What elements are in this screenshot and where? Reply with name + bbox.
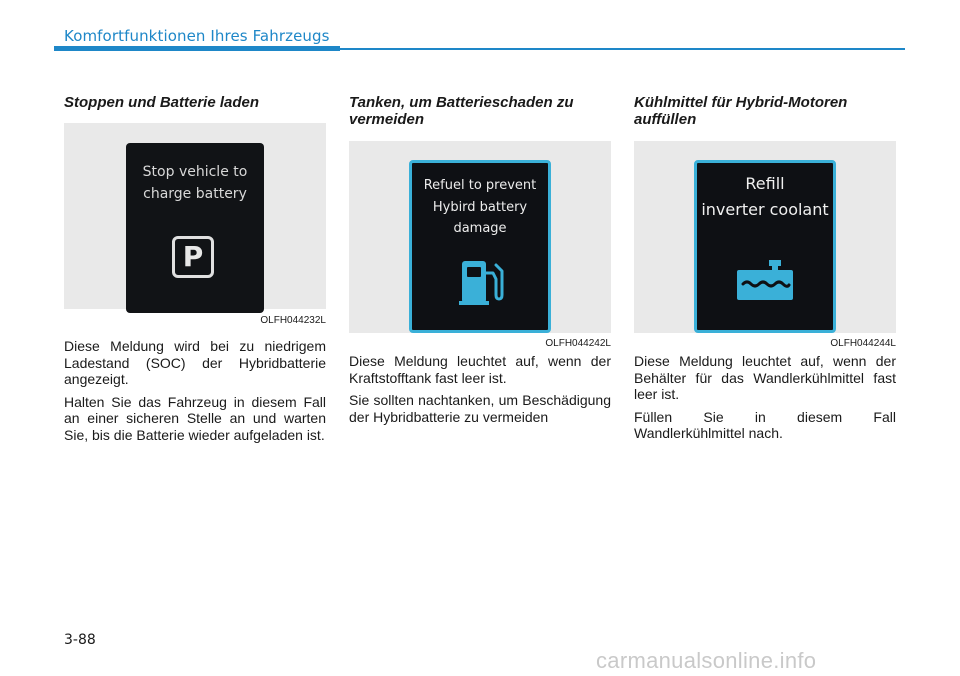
heading-stop-charge: Stoppen und Batterie laden — [64, 94, 260, 111]
section-title: Komfortfunktionen Ihres Fahrzeugs — [64, 27, 330, 45]
figure-refuel — [349, 141, 611, 333]
image-code: OLFH044232L — [260, 315, 326, 326]
fuel-pump-icon — [458, 257, 510, 307]
paragraph: Halten Sie das Fahrzeug in diesem Fall an einer sicheren Stelle an und warten Sie, bis die Batterie wieder aufgeladen ist. — [64, 393, 326, 443]
display-line: Stop vehicle to — [142, 164, 248, 180]
header-rule-accent — [54, 46, 340, 51]
body-text-coolant — [634, 353, 896, 448]
paragraph: Diese Meldung leuchtet auf, wenn der Kraftstofftank fast leer ist. — [349, 353, 611, 386]
heading-refuel: Tanken, um Batterieschaden zu vermeiden — [349, 94, 574, 128]
display-line: inverter coolant — [701, 200, 829, 219]
image-code: OLFH044242L — [545, 338, 611, 349]
display-line: Hybird battery — [432, 199, 528, 215]
display-line: charge battery — [143, 186, 247, 202]
column-refuel — [349, 94, 611, 464]
cluster-display — [409, 160, 551, 333]
display-line: Refuel to prevent — [423, 178, 537, 193]
cluster-display — [126, 143, 264, 313]
heading-coolant: Kühlmittel für Hybrid-Motoren auffüllen — [634, 94, 848, 128]
watermark: carmanualsonline.info — [596, 648, 817, 673]
park-p-icon: P — [172, 236, 214, 278]
coolant-reservoir-icon — [735, 258, 795, 302]
figure-coolant — [634, 141, 896, 333]
paragraph: Füllen Sie in diesem Fall Wandlerkühlmittel nach. — [634, 408, 896, 441]
body-text-refuel — [349, 353, 611, 431]
figure-stop-charge — [64, 123, 326, 309]
body-text-stop-charge — [64, 338, 326, 449]
paragraph: Diese Meldung leuchtet auf, wenn der Behälter für das Wandlerkühlmittel fast leer ist. — [634, 353, 896, 402]
paragraph: Diese Meldung wird bei zu niedrigem Ladestand (SOC) der Hybridbatterie angezeigt. — [64, 338, 326, 387]
paragraph: Sie sollten nachtanken, um Beschädigung der Hybridbatterie zu vermeiden — [349, 392, 611, 425]
header-rule — [340, 48, 905, 50]
page-number: 3-88 — [64, 632, 96, 648]
column-stop-charge — [64, 94, 326, 464]
display-line: damage — [453, 221, 507, 236]
column-coolant — [634, 94, 896, 464]
cluster-display — [694, 160, 836, 333]
display-line: Refill — [745, 174, 785, 193]
image-code: OLFH044244L — [830, 338, 896, 349]
